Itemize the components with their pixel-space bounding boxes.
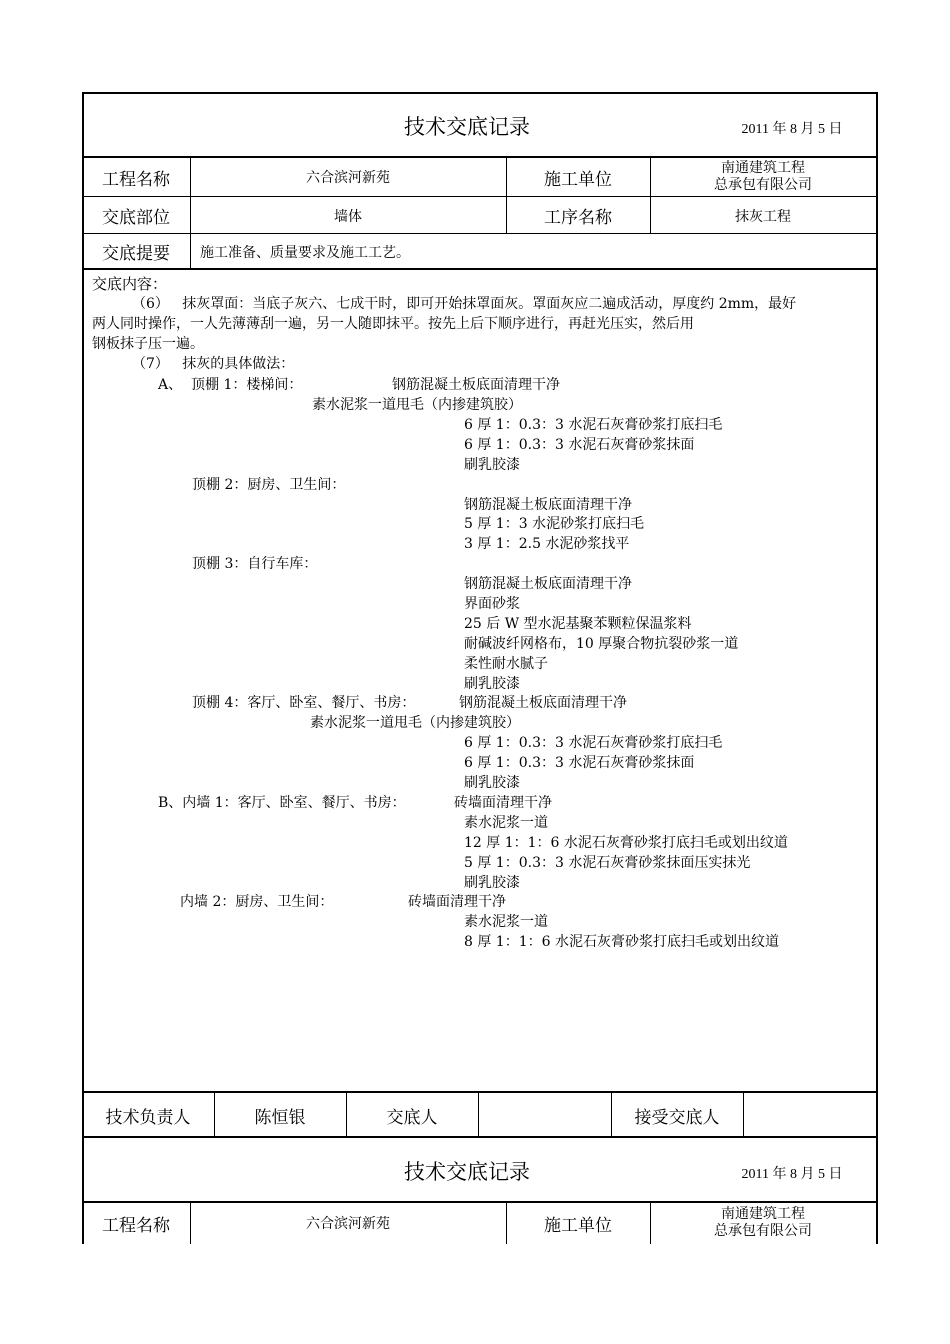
content-line: 界面砂浆: [464, 596, 520, 612]
content-line: 刷乳胶漆: [464, 457, 520, 473]
content-line: 顶棚 3：自行车库：: [192, 556, 318, 572]
content-line: 刷乳胶漆: [464, 875, 520, 891]
value-tech-lead: 陈恒银: [254, 1107, 306, 1128]
content-line: 顶棚 2：厨房、卫生间：: [192, 477, 346, 493]
content-line: 6 厚 1：0.3：3 水泥石灰膏砂浆打底扫毛: [464, 417, 723, 433]
border-right: [876, 92, 878, 1138]
value-summary: 施工准备、质量要求及施工工艺。: [200, 244, 410, 261]
label-process-name: 工序名称: [544, 208, 612, 228]
label-content: 交底内容：: [92, 275, 168, 293]
label-project-name: 工程名称: [102, 169, 170, 190]
content-line: （6） 抹灰罩面：当底子灰六、七成干时，即可开始抹罩面灰。罩面灰应二遍成活动，厚度约 2mm，最好: [132, 296, 797, 312]
divider-row3: [82, 268, 878, 270]
construction-unit-line1: 南通建筑工程: [721, 1206, 805, 1222]
border-top: [82, 92, 878, 94]
content-line: 12 厚 1：1：6 水泥石灰膏砂浆打底扫毛或划出纹道: [464, 835, 788, 851]
label-construction-unit: 施工单位: [544, 169, 612, 190]
form-title: 技术交底记录: [404, 115, 530, 139]
value-construction-unit: [650, 1203, 876, 1243]
label-location: 交底部位: [102, 208, 170, 228]
content-line: 6 厚 1：0.3：3 水泥石灰膏砂浆抹面: [464, 437, 695, 453]
value-receiver[interactable]: [743, 1093, 876, 1137]
border-right: [876, 1137, 878, 1244]
content-line: 刷乳胶漆: [464, 775, 520, 791]
content-line: 素水泥浆一道甩毛（内掺建筑胶）: [312, 397, 522, 413]
form-date: 2011 年 8 月 5 日: [741, 122, 843, 137]
content-line: 5 厚 1：0.3：3 水泥石灰膏砂浆抹面压实抹光: [464, 855, 751, 871]
value-location: 墙体: [334, 208, 362, 225]
content-line: B、内墙 1：客厅、卧室、餐厅、书房：: [158, 795, 406, 811]
content-line: 砖墙面清理干净: [408, 894, 506, 910]
content-line: 耐碱波纤网格布，10 厚聚合物抗裂砂浆一道: [464, 636, 739, 652]
label-construction-unit: 施工单位: [544, 1215, 612, 1236]
value-presenter[interactable]: [478, 1093, 610, 1137]
construction-unit-line2: 总承包有限公司: [714, 177, 812, 193]
content-line: 素水泥浆一道甩毛（内掺建筑胶）: [310, 715, 520, 731]
content-line: 素水泥浆一道: [464, 815, 548, 831]
content-line: 柔性耐水腻子: [464, 656, 548, 672]
label-tech-lead: 技术负责人: [105, 1107, 191, 1128]
value-project-name: 六合滨河新苑: [306, 170, 390, 186]
content-line: 内墙 2：厨房、卫生间：: [180, 894, 334, 910]
content-line: 钢板抹子压一遍。: [92, 336, 204, 352]
value-project-name: 六合滨河新苑: [306, 1216, 390, 1232]
content-line: （7） 抹灰的具体做法：: [132, 356, 295, 372]
content-line: 6 厚 1：0.3：3 水泥石灰膏砂浆抹面: [464, 755, 695, 771]
construction-unit-line2: 总承包有限公司: [714, 1223, 812, 1239]
content-line: 6 厚 1：0.3：3 水泥石灰膏砂浆打底扫毛: [464, 735, 723, 751]
label-receiver: 接受交底人: [634, 1107, 720, 1128]
content-line: 5 厚 1：3 水泥砂浆打底扫毛: [464, 516, 645, 532]
label-project-name: 工程名称: [102, 1215, 170, 1236]
content-line: 3 厚 1：2.5 水泥砂浆找平: [464, 536, 630, 552]
content-line: 钢筋混凝土板底面清理干净: [459, 695, 627, 711]
label-presenter: 交底人: [386, 1107, 438, 1128]
content-line: A、 顶棚 1：楼梯间：: [158, 377, 303, 393]
form-date: 2011 年 8 月 5 日: [741, 1167, 843, 1182]
content-line: 钢筋混凝土板底面清理干净: [464, 497, 632, 513]
content-line: 钢筋混凝土板底面清理干净: [464, 576, 632, 592]
content-line: 25 后 W 型水泥基聚苯颗粒保温浆料: [464, 616, 692, 632]
label-summary: 交底提要: [102, 244, 170, 264]
content-line: 素水泥浆一道: [464, 914, 548, 930]
form-title: 技术交底记录: [404, 1160, 530, 1184]
value-construction-unit: [650, 158, 876, 196]
content-line: 钢筋混凝土板底面清理干净: [392, 377, 560, 393]
content-line: 刷乳胶漆: [464, 676, 520, 692]
content-line: 砖墙面清理干净: [454, 795, 552, 811]
construction-unit-line1: 南通建筑工程: [721, 160, 805, 176]
content-line: 顶棚 4：客厅、卧室、餐厅、书房：: [192, 695, 416, 711]
content-line: 两人同时操作，一人先薄薄刮一遍，另一人随即抹平。按先上后下顺序进行，再赶光压实，然后用: [92, 316, 694, 332]
value-process-name: 抹灰工程: [735, 208, 791, 225]
content-line: 8 厚 1：1：6 水泥石灰膏砂浆打底扫毛或划出纹道: [464, 934, 779, 950]
